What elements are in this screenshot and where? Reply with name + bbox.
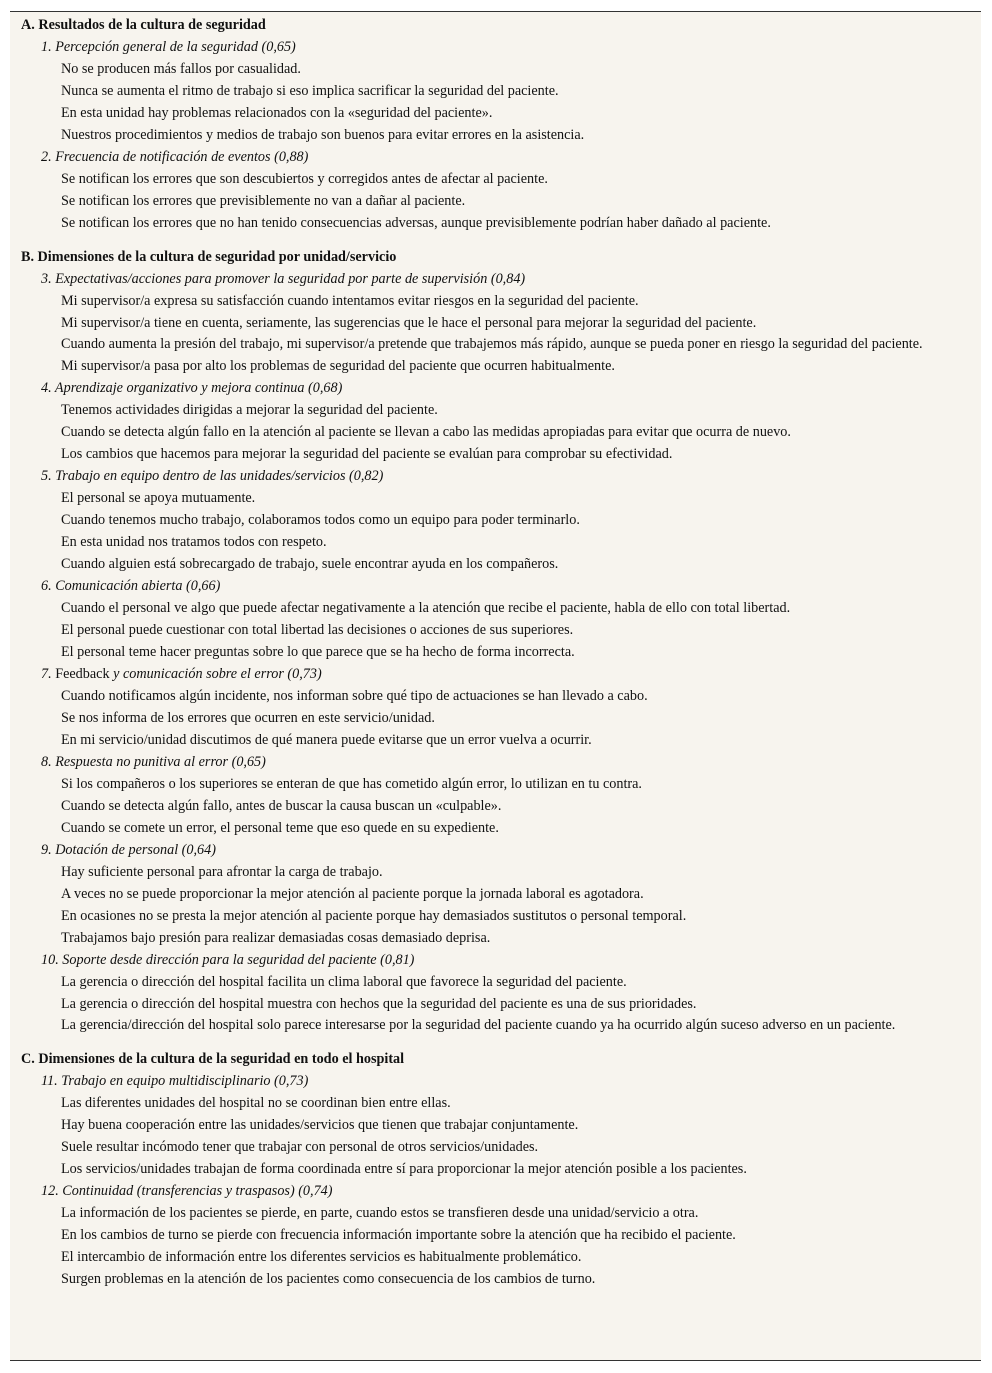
survey-item: Se notifican los errores que son descubiertos y corregidos antes de afectar al paciente. — [61, 171, 548, 187]
dimension-title: 8. Respuesta no punitiva al error (0,65) — [41, 754, 266, 770]
survey-item: El personal puede cuestionar con total libertad las decisiones o acciones de sus superiores. — [61, 622, 574, 638]
survey-item: No se producen más fallos por casualidad. — [61, 61, 301, 77]
dimension-title: 12. Continuidad (transferencias y traspasos) (0,74) — [41, 1183, 333, 1199]
survey-item: Mi supervisor/a expresa su satisfacción cuando intentamos evitar riesgos en la seguridad del paciente. — [61, 293, 639, 309]
survey-item: La gerencia o dirección del hospital muestra con hechos que la seguridad del paciente es una de sus prioridades. — [61, 996, 697, 1012]
survey-item: Cuando se detecta algún fallo en la atención al paciente se llevan a cabo las medidas apropiadas para evitar que ocurra de nuevo. — [61, 424, 791, 440]
survey-item: Las diferentes unidades del hospital no se coordinan bien entre ellas. — [61, 1095, 451, 1111]
survey-item: En los cambios de turno se pierde con frecuencia información importante sobre la atención que ha recibido el paciente. — [61, 1227, 736, 1243]
survey-item: Si los compañeros o los superiores se enteran de que has cometido algún error, lo utilizan en tu contra. — [61, 776, 642, 792]
survey-item: En esta unidad hay problemas relacionados con la «seguridad del paciente». — [61, 105, 493, 121]
section-b — [21, 246, 971, 1036]
survey-item: Se nos informa de los errores que ocurren en este servicio/unidad. — [61, 710, 435, 726]
dimension-title: 1. Percepción general de la seguridad (0,65) — [41, 39, 296, 55]
survey-item: Se notifican los errores que previsiblemente no van a dañar al paciente. — [61, 193, 466, 209]
survey-item: Mi supervisor/a tiene en cuenta, seriamente, las sugerencias que le hace el personal para mejorar la seguridad del paciente. — [61, 315, 757, 331]
survey-item: Hay buena cooperación entre las unidades/servicios que tienen que trabajar conjuntamente. — [61, 1117, 579, 1133]
survey-item: Cuando notificamos algún incidente, nos informan sobre qué tipo de actuaciones se han llevado a cabo. — [61, 688, 648, 704]
dimension-title: 5. Trabajo en equipo dentro de las unidades/servicios (0,82) — [41, 468, 384, 484]
dimension-title: 11. Trabajo en equipo multidisciplinario (0,73) — [41, 1073, 309, 1089]
survey-item: Suele resultar incómodo tener que trabajar con personal de otros servicios/unidades. — [61, 1139, 539, 1155]
survey-item: Mi supervisor/a pasa por alto los problemas de seguridad del paciente que ocurren habitualmente. — [61, 358, 615, 374]
survey-item: A veces no se puede proporcionar la mejor atención al paciente porque la jornada laboral es agotadora. — [61, 886, 644, 902]
survey-item: El personal teme hacer preguntas sobre lo que parece que se ha hecho de forma incorrecta. — [61, 644, 575, 660]
dimension-title-feedback: Feedback — [55, 666, 110, 682]
dimension-title: 3. Expectativas/acciones para promover la seguridad por parte de supervisión (0,84) — [41, 271, 526, 287]
section-c — [21, 1048, 971, 1290]
survey-item: Cuando se detecta algún fallo, antes de buscar la causa buscan un «culpable». — [61, 798, 502, 814]
section-a — [21, 14, 971, 234]
survey-item: Se notifican los errores que no han tenido consecuencias adversas, aunque previsiblemente podrían haber dañado al paciente. — [61, 215, 771, 231]
section-title: A. Resultados de la cultura de seguridad — [21, 17, 266, 33]
safety-culture-table — [10, 11, 981, 1361]
survey-item: La gerencia/dirección del hospital solo parece interesarse por la seguridad del paciente cuando ya ha ocurrido algún suceso adverso en un paciente. — [61, 1017, 896, 1033]
dimension-title: 9. Dotación de personal (0,64) — [41, 842, 216, 858]
dimension-title: 6. Comunicación abierta (0,66) — [41, 578, 221, 594]
survey-item: En mi servicio/unidad discutimos de qué manera puede evitarse que un error vuelva a ocurrir. — [61, 732, 592, 748]
survey-item: Los cambios que hacemos para mejorar la seguridad del paciente se evalúan para comprobar su efectividad. — [61, 446, 673, 462]
survey-item: Surgen problemas en la atención de los pacientes como consecuencia de los cambios de turno. — [61, 1271, 596, 1287]
dimension-title: 4. Aprendizaje organizativo y mejora continua (0,68) — [41, 380, 343, 396]
section-title: B. Dimensiones de la cultura de seguridad por unidad/servicio — [21, 249, 397, 265]
survey-item: Trabajamos bajo presión para realizar demasiadas cosas demasiado deprisa. — [61, 930, 491, 946]
dimension-title — [21, 663, 971, 685]
survey-item: Nunca se aumenta el ritmo de trabajo si eso implica sacrificar la seguridad del paciente. — [61, 83, 559, 99]
dimension-title: 10. Soporte desde dirección para la seguridad del paciente (0,81) — [41, 952, 415, 968]
survey-item: Cuando se comete un error, el personal teme que eso quede en su expediente. — [61, 820, 499, 836]
dimension-title: 2. Frecuencia de notificación de eventos (0,88) — [41, 149, 309, 165]
section-title: C. Dimensiones de la cultura de la seguridad en todo el hospital — [21, 1051, 405, 1067]
survey-item: En esta unidad nos tratamos todos con respeto. — [61, 534, 327, 550]
dimension-title-rest: y comunicación sobre el error (0,73) — [109, 666, 322, 682]
survey-item: Cuando tenemos mucho trabajo, colaboramos todos como un equipo para poder terminarlo. — [61, 512, 580, 528]
survey-item: El personal se apoya mutuamente. — [61, 490, 256, 506]
survey-item: Nuestros procedimientos y medios de trabajo son buenos para evitar errores en la asistencia. — [61, 127, 585, 143]
survey-item: Los servicios/unidades trabajan de forma coordinada entre sí para proporcionar la mejor atención posible a los pacientes. — [61, 1161, 747, 1177]
survey-item: Cuando aumenta la presión del trabajo, mi supervisor/a pretende que trabajemos más rápido, aunque se pueda poner en riesgo la seguridad del paciente. — [61, 336, 923, 352]
survey-item: Cuando el personal ve algo que puede afectar negativamente a la atención que recibe el paciente, habla de ello con total libertad. — [61, 600, 791, 616]
survey-item: En ocasiones no se presta la mejor atención al paciente porque hay demasiados sustitutos o personal temporal. — [61, 908, 687, 924]
survey-item: Tenemos actividades dirigidas a mejorar la seguridad del paciente. — [61, 402, 438, 418]
survey-item: La gerencia o dirección del hospital facilita un clima laboral que favorece la seguridad del paciente. — [61, 974, 627, 990]
survey-item: La información de los pacientes se pierde, en parte, cuando estos se transfieren desde una unidad/servicio a otra. — [61, 1205, 699, 1221]
survey-item: Cuando alguien está sobrecargado de trabajo, suele encontrar ayuda en los compañeros. — [61, 556, 559, 572]
dimension-title-prefix: 7. — [41, 666, 56, 682]
survey-item: El intercambio de información entre los diferentes servicios es habitualmente problemático. — [61, 1249, 582, 1265]
survey-item: Hay suficiente personal para afrontar la carga de trabajo. — [61, 864, 383, 880]
